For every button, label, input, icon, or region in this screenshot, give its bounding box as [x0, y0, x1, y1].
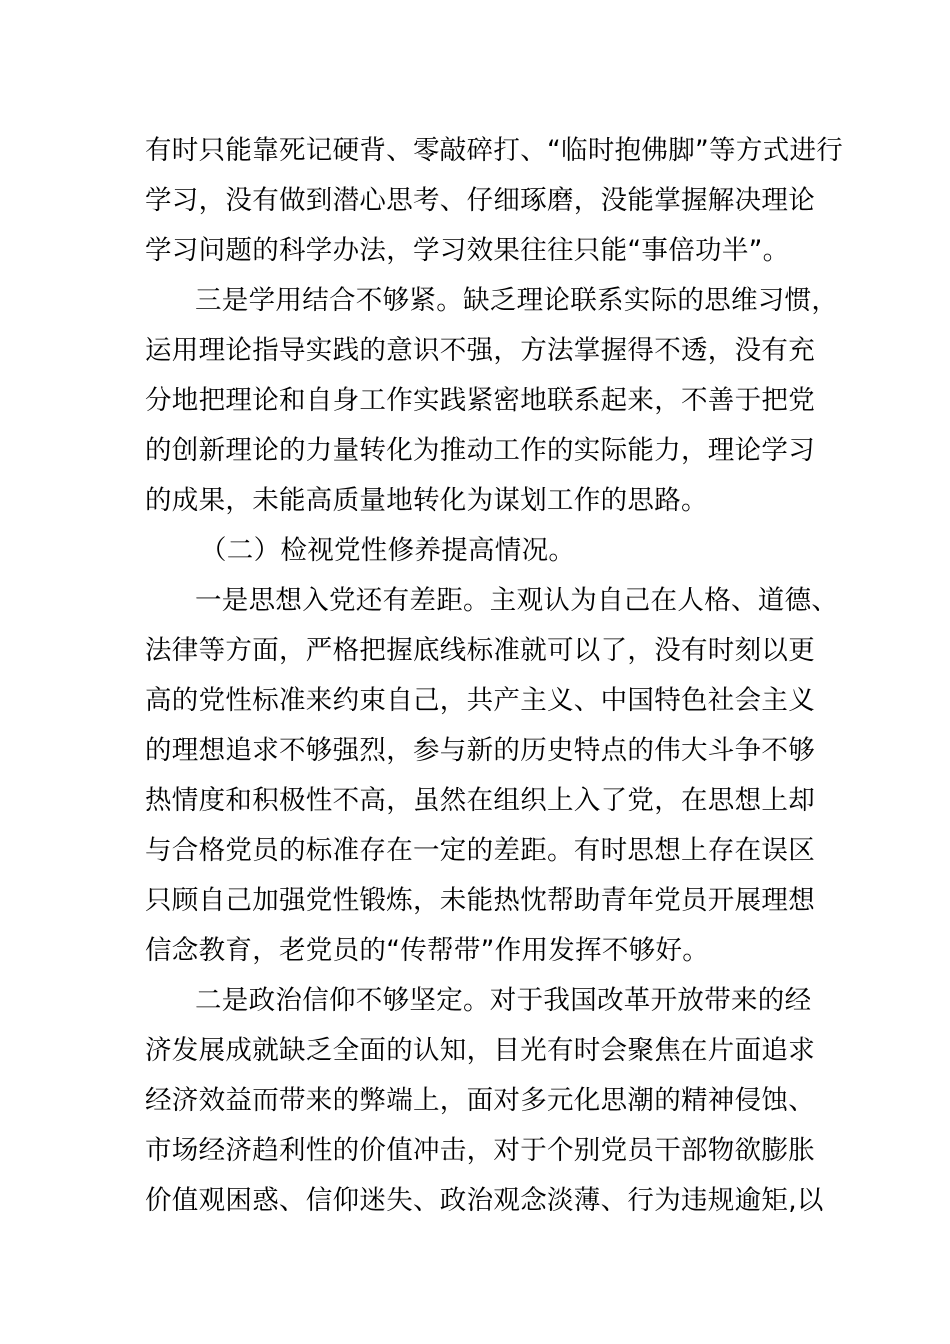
- text-line: 分地把理论和自身工作实践紧密地联系起来，不善于把党: [145, 385, 815, 416]
- text-line: 只顾自己加强党性锻炼，未能热忱帮助青年党员开展理想: [145, 885, 815, 916]
- text-line: 济发展成就缺乏全面的认知，目光有时会聚焦在片面追求: [145, 1035, 815, 1066]
- text-line: 价值观困惑、信仰迷失、政治观念淡薄、行为违规逾矩,以: [145, 1185, 824, 1216]
- text-line: 高的党性标准来约束自己，共产主义、中国特色社会主义: [145, 685, 815, 716]
- paragraph-first-line: 三是学用结合不够紧。缺乏理论联系实际的思维习惯，: [195, 285, 839, 316]
- text-line: 法律等方面，严格把握底线标准就可以了，没有时刻以更: [145, 635, 815, 666]
- text-line: 学习问题的科学办法，学习效果往往只能“事倍功半”。: [145, 235, 790, 266]
- text-line: 市场经济趋利性的价值冲击，对于个别党员干部物欲膨胀: [145, 1135, 815, 1166]
- paragraph-first-line: 一是思想入党还有差距。主观认为自己在人格、道德、: [195, 585, 839, 616]
- text-line: 学习，没有做到潜心思考、仔细琢磨，没能掌握解决理论: [145, 185, 815, 216]
- text-line: 热情度和积极性不高，虽然在组织上入了党，在思想上却: [145, 785, 815, 816]
- text-line: 运用理论指导实践的意识不强，方法掌握得不透，没有充: [145, 335, 815, 366]
- text-line: 信念教育，老党员的“传帮带”作用发挥不够好。: [145, 935, 710, 966]
- text-line: 的创新理论的力量转化为推动工作的实际能力，理论学习: [145, 435, 815, 466]
- paragraph-first-line: 二是政治信仰不够坚定。对于我国改革开放带来的经: [195, 985, 812, 1016]
- section-heading: （二）检视党性修养提高情况。: [200, 535, 576, 566]
- text-line: 与合格党员的标准存在一定的差距。有时思想上存在误区: [145, 835, 815, 866]
- text-line: 的理想追求不够强烈，参与新的历史特点的伟大斗争不够: [145, 735, 815, 766]
- text-line: 的成果，未能高质量地转化为谋划工作的思路。: [145, 485, 708, 516]
- text-line: 经济效益而带来的弊端上，面对多元化思潮的精神侵蚀、: [145, 1085, 815, 1116]
- text-line: 有时只能靠死记硬背、零敲碎打、“临时抱佛脚”等方式进行: [145, 135, 844, 166]
